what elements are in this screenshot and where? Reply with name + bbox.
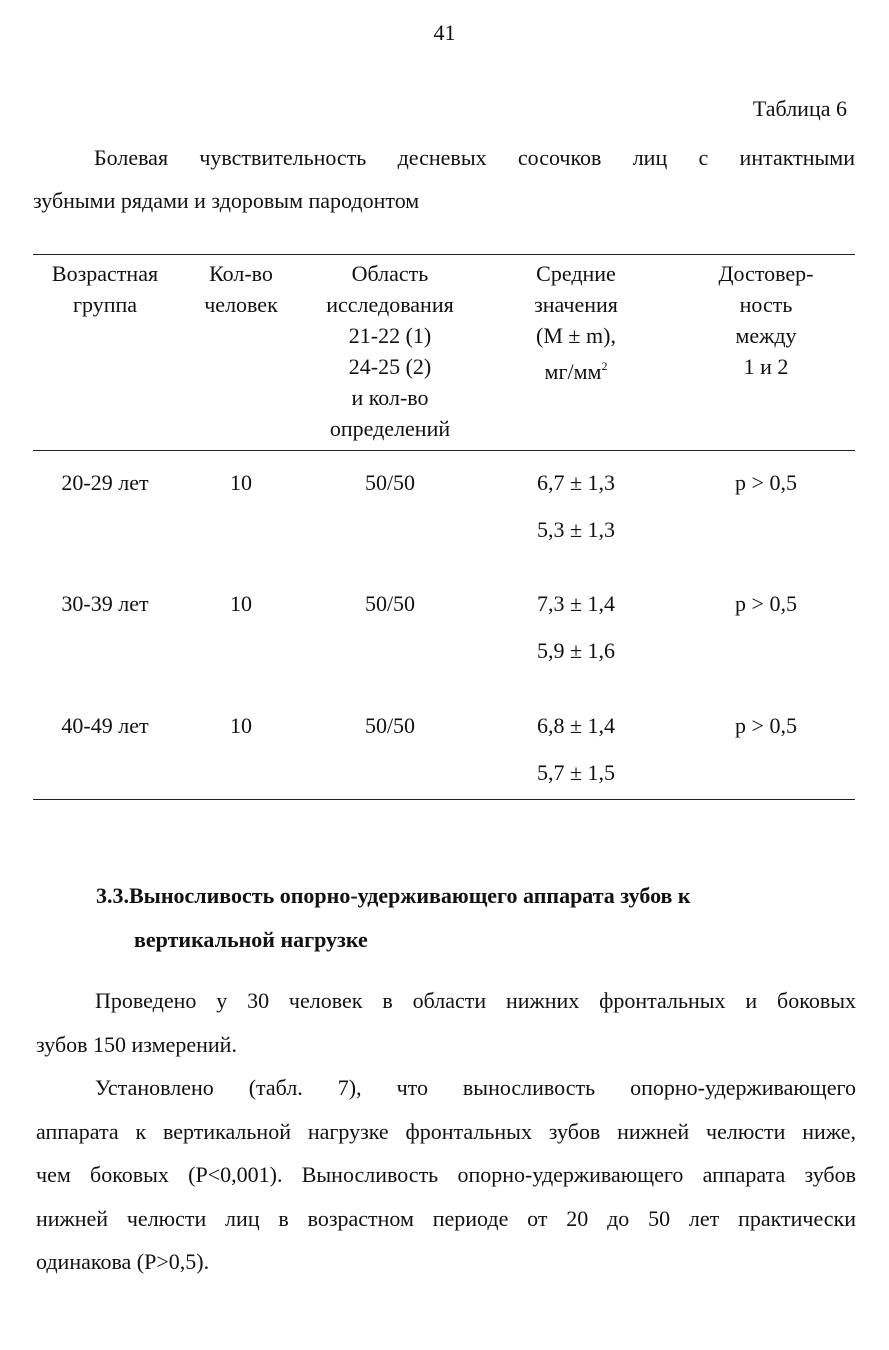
header-age-group-line: Возрастная xyxy=(51,261,159,286)
header-area-line: и кол-во xyxy=(351,385,429,410)
table-cell-mean-2: 5,7 ± 1,5 xyxy=(536,760,616,785)
header-age-group xyxy=(33,258,177,320)
header-mean-unit xyxy=(492,351,660,387)
paragraph-1-line: Проведено у 30 человек в области нижних фронтальных и боковых xyxy=(95,988,856,1013)
header-count xyxy=(185,258,297,320)
table-cell-p: p > 0,5 xyxy=(735,591,797,616)
section-heading-line-1: 3.3.Выносливость опорно-удерживающего аппарата зубов к xyxy=(96,883,691,908)
paragraph-1 xyxy=(36,979,856,1066)
paragraph-2-line: нижней челюсти лиц в возрастном периоде от 20 до 50 лет практически xyxy=(36,1205,856,1231)
paragraph-2-line: одинакова (P>0,5). xyxy=(36,1249,210,1274)
table-cell-age: 40-49 лет xyxy=(61,713,149,738)
section-heading xyxy=(96,874,856,962)
header-area-line: 21-22 (1) xyxy=(348,323,432,348)
paragraph-2-line: аппарата к вертикальной нагрузке фронтальных зубов нижней челюсти ниже, xyxy=(36,1118,856,1144)
header-significance-line: ность xyxy=(739,292,793,317)
table-cell-mean-1: 7,3 ± 1,4 xyxy=(536,591,616,616)
header-count-line: человек xyxy=(204,292,278,317)
table-cell-p: p > 0,5 xyxy=(735,713,797,738)
header-area-line: определений xyxy=(329,416,451,441)
table-cell-age: 20-29 лет xyxy=(61,470,149,495)
header-area xyxy=(298,258,482,444)
header-mean xyxy=(492,258,660,387)
table-label: Таблица 6 xyxy=(752,96,847,121)
header-mean-unit-sup: 2 xyxy=(601,359,608,373)
page-number: 41 xyxy=(433,20,456,45)
table-caption xyxy=(33,136,855,222)
table-cell-area: 50/50 xyxy=(364,713,416,738)
header-count-line: Кол-во xyxy=(209,261,273,286)
caption-line-1: Болевая чувствительность десневых сосочков лиц с интактными xyxy=(94,145,855,170)
header-mean-unit-text: мг/мм xyxy=(544,359,602,384)
header-mean-line: (M ± m), xyxy=(536,323,616,348)
table-cell-area: 50/50 xyxy=(364,591,416,616)
table-cell-count: 10 xyxy=(230,470,252,495)
table-cell-p: p > 0,5 xyxy=(735,470,797,495)
table-cell-mean-1: 6,8 ± 1,4 xyxy=(536,713,616,738)
table-bottom-rule xyxy=(33,799,855,800)
table-cell-area: 50/50 xyxy=(364,470,416,495)
caption-line-2: зубными рядами и здоровым пародонтом xyxy=(33,188,420,213)
table-top-rule xyxy=(33,254,855,255)
header-significance xyxy=(672,258,860,382)
table-cell-mean-1: 6,7 ± 1,3 xyxy=(536,470,616,495)
header-significance-line: Достовер- xyxy=(718,261,814,286)
paragraph-2-line: Установлено (табл. 7), что выносливость опорно-удерживающего xyxy=(95,1075,856,1100)
section-heading-line-2: вертикальной нагрузке xyxy=(134,927,368,952)
paragraph-1-line: зубов 150 измерений. xyxy=(36,1031,237,1057)
table-cell-age: 30-39 лет xyxy=(61,591,149,616)
table-cell-mean-2: 5,9 ± 1,6 xyxy=(536,638,616,663)
header-area-line: исследования xyxy=(326,292,454,317)
table-cell-count: 10 xyxy=(230,591,252,616)
header-significance-line: между xyxy=(735,323,797,348)
table-header-rule xyxy=(33,450,855,451)
header-significance-line: 1 и 2 xyxy=(743,354,789,379)
paragraph-2 xyxy=(36,1066,856,1284)
header-mean-line: Средние xyxy=(536,261,616,286)
table-cell-count: 10 xyxy=(230,713,252,738)
paragraph-2-line: чем боковых (P<0,001). Выносливость опорно-удерживающего аппарата зубов xyxy=(36,1162,856,1187)
header-area-line: 24-25 (2) xyxy=(348,354,432,379)
header-mean-line: значения xyxy=(534,292,618,317)
header-age-group-line: группа xyxy=(72,292,138,317)
header-area-line: Область xyxy=(351,261,429,286)
table-cell-mean-2: 5,3 ± 1,3 xyxy=(536,517,616,542)
